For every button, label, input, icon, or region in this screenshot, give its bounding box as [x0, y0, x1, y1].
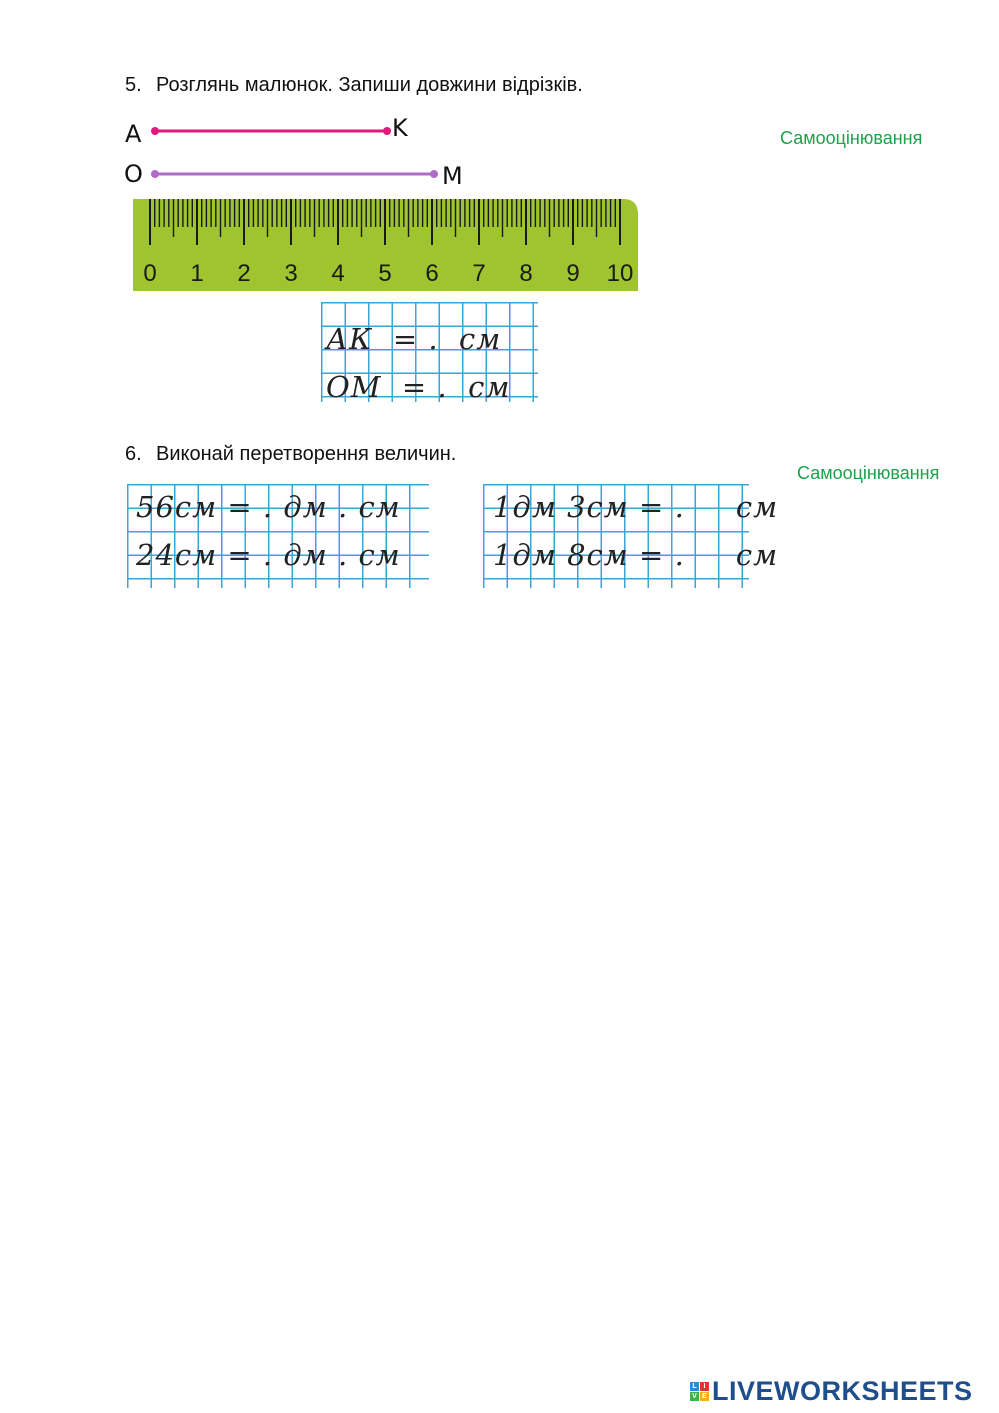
ruler	[133, 199, 638, 291]
task-5-number: 5.	[125, 74, 142, 96]
conversion-1dm3cm: 1дм 3см = . см	[493, 490, 779, 524]
point-k-label: K	[392, 114, 408, 142]
ruler-tick-label: 3	[284, 260, 298, 287]
answer-line-ak: АК = . см	[326, 322, 502, 356]
point-k-dot	[383, 127, 391, 135]
ruler-tick-label: 10	[606, 260, 634, 287]
24cm-cm-input[interactable]	[325, 540, 351, 568]
logo-badge-l: L	[690, 1382, 699, 1391]
liveworksheets-logo	[690, 1376, 973, 1407]
ruler-tick-label: 0	[143, 260, 157, 287]
segments-figure	[0, 0, 999, 200]
conversion-1dm8cm: 1дм 8см = . см	[493, 538, 779, 572]
point-m-label: M	[442, 162, 463, 190]
task-6-text: Виконай перетворення величин.	[156, 443, 457, 465]
task-6-title	[125, 443, 456, 466]
logo-badge-i: I	[700, 1382, 709, 1391]
ruler-tick-label: 4	[331, 260, 345, 287]
1dm8cm-cm-input[interactable]	[655, 540, 681, 568]
ruler-tick-label: 2	[237, 260, 251, 287]
56cm-dm-input[interactable]	[252, 492, 278, 520]
logo-badge-v: V	[690, 1392, 699, 1401]
answer-line-om: ОМ = . см	[326, 370, 511, 404]
24cm-dm-input[interactable]	[252, 540, 278, 568]
ruler-tick-label: 9	[566, 260, 580, 287]
logo-wordmark: LIVEWORKSHEETS	[712, 1376, 973, 1406]
point-m-dot	[430, 170, 438, 178]
point-a-dot	[151, 127, 159, 135]
ruler-tick-label: 7	[472, 260, 486, 287]
task-5-text: Розглянь малюнок. Запиши довжини відрізків.	[156, 74, 583, 96]
self-evaluation-link-6[interactable]: Самооцінювання	[797, 463, 940, 483]
point-o-dot	[151, 170, 159, 178]
self-evaluation-link-5[interactable]: Самооцінювання	[780, 128, 923, 148]
ruler-tick-label: 5	[378, 260, 392, 287]
point-o-label: O	[124, 160, 143, 188]
ruler-tick-label: 1	[190, 260, 204, 287]
56cm-cm-input[interactable]	[325, 492, 351, 520]
ak-length-input[interactable]	[440, 324, 466, 352]
ruler-tick-label: 8	[519, 260, 533, 287]
conversion-56cm: 56см = . дм . см	[136, 490, 401, 524]
1dm3cm-cm-input[interactable]	[655, 492, 681, 520]
ruler-tick-label: 6	[425, 260, 439, 287]
point-a-label: A	[125, 120, 142, 148]
conversion-24cm: 24см = . дм . см	[136, 538, 401, 572]
om-length-input[interactable]	[440, 372, 466, 400]
logo-badge-icon	[690, 1382, 709, 1401]
logo-badge-e: E	[700, 1392, 709, 1401]
task-6-number: 6.	[125, 443, 142, 465]
